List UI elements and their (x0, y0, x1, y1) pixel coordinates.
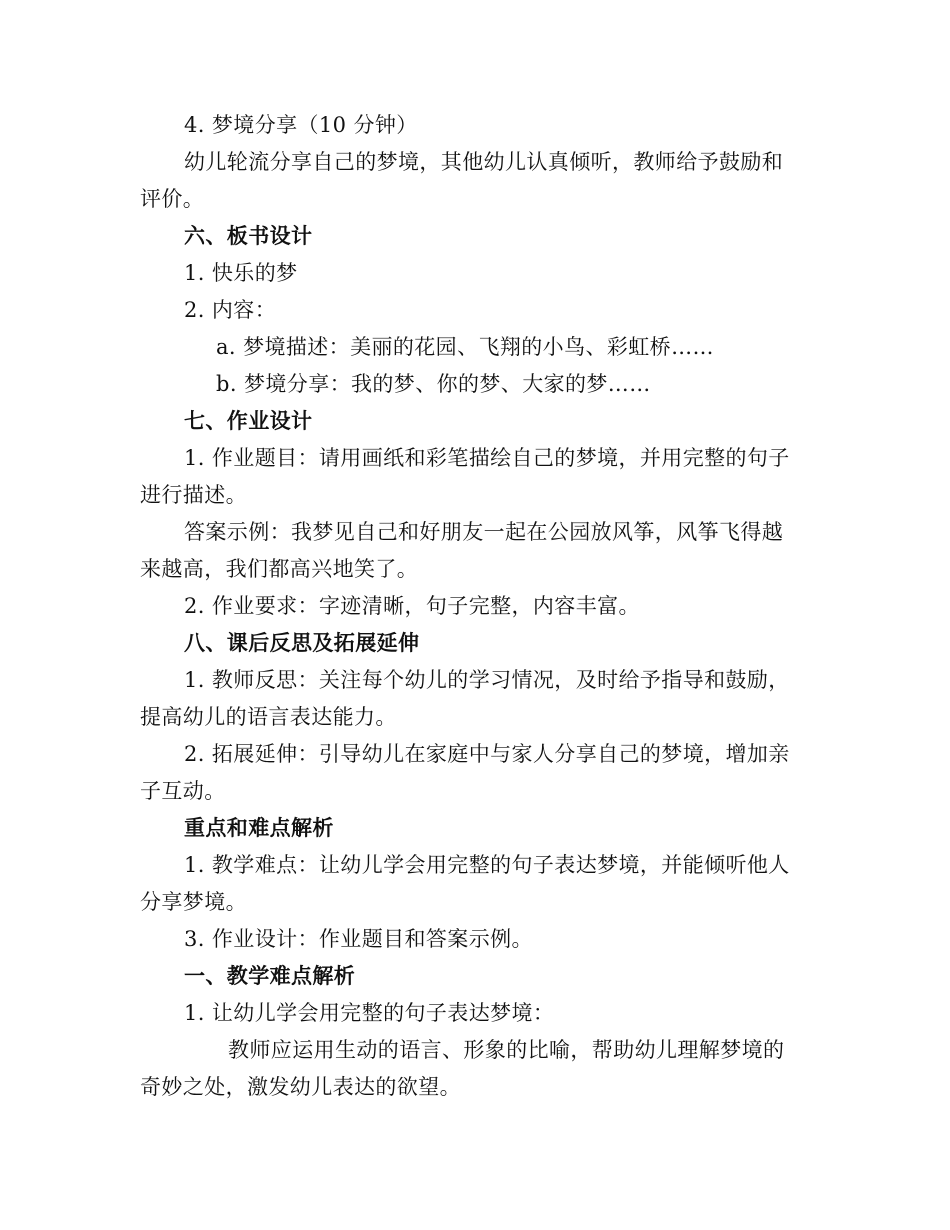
list-item: 2. 内容： (184, 298, 277, 322)
section-heading-difficulty-analysis: 一、教学难点解析 (184, 963, 356, 988)
paragraph-line: 进行描述。 (140, 483, 247, 507)
section-heading-key-difficulties: 重点和难点解析 (184, 815, 334, 840)
paragraph-line: 答案示例：我梦见自己和好朋友一起在公园放风筝，风筝飞得越 (184, 520, 784, 544)
paragraph-line: 奇妙之处，激发幼儿表达的欲望。 (140, 1075, 461, 1099)
sub-list-item: b. 梦境分享：我的梦、你的梦、大家的梦…… (216, 372, 651, 396)
list-item: 3. 作业设计：作业题目和答案示例。 (184, 927, 533, 951)
paragraph-line: 提高幼儿的语言表达能力。 (140, 705, 397, 729)
sub-list-item: a. 梦境描述：美丽的花园、飞翔的小鸟、彩虹桥…… (216, 335, 714, 359)
paragraph-line: 子互动。 (140, 779, 226, 803)
paragraph-line: 1. 教师反思：关注每个幼儿的学习情况，及时给予指导和鼓励， (184, 668, 790, 692)
paragraph-line: 教师应运用生动的语言、形象的比喻，帮助幼儿理解梦境的 (228, 1038, 785, 1062)
section-heading-reflection: 八、课后反思及拓展延伸 (184, 630, 420, 655)
paragraph-line: 评价。 (140, 187, 205, 211)
paragraph-line: 2. 拓展延伸：引导幼儿在家庭中与家人分享自己的梦境，增加亲 (184, 742, 790, 766)
paragraph-line: 1. 教学难点：让幼儿学会用完整的句子表达梦境，并能倾听他人 (184, 853, 790, 877)
list-item: 2. 作业要求：字迹清晰，句子完整，内容丰富。 (184, 594, 640, 618)
section-heading-homework-design: 七、作业设计 (184, 408, 313, 433)
paragraph-line: 分享梦境。 (140, 890, 247, 914)
list-item: 1. 快乐的梦 (184, 261, 298, 285)
paragraph-line: 幼儿轮流分享自己的梦境，其他幼儿认真倾听，教师给予鼓励和 (184, 150, 784, 174)
paragraph-line: 来越高，我们都高兴地笑了。 (140, 557, 419, 581)
section-heading-blackboard-design: 六、板书设计 (184, 223, 313, 248)
list-item: 1. 让幼儿学会用完整的句子表达梦境： (184, 1001, 555, 1025)
list-item-dream-sharing: 4. 梦境分享（10 分钟） (184, 113, 418, 137)
paragraph-line: 1. 作业题目：请用画纸和彩笔描绘自己的梦境，并用完整的句子 (184, 446, 790, 470)
